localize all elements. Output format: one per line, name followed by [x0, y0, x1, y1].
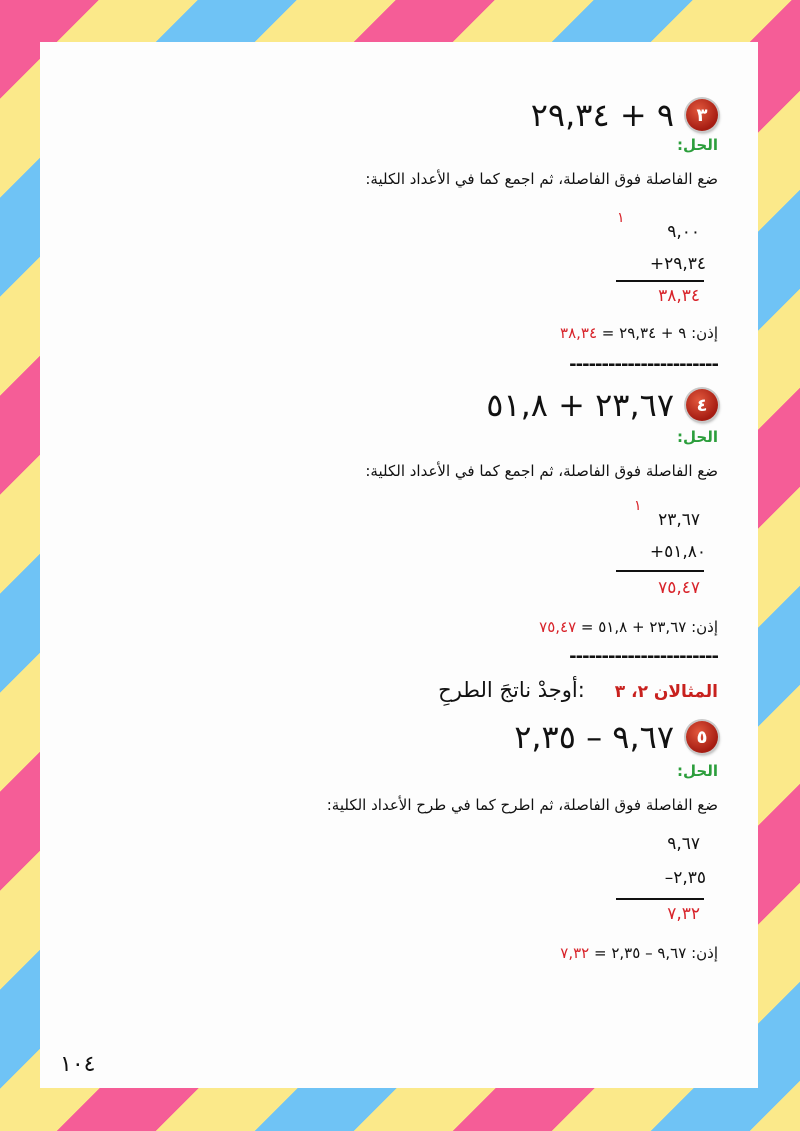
result-prefix: إذن: ٩,٦٧ – ٢,٣٥ =	[589, 944, 718, 962]
example-heading	[438, 678, 718, 702]
problem-3-heading	[531, 96, 718, 134]
result-statement	[560, 324, 718, 342]
problem-5-heading	[514, 718, 718, 756]
result-value: ٧٥,٤٧	[539, 618, 577, 636]
addend-row-2: +٥١,٨٠	[649, 542, 706, 562]
subtrahend-row: –٢,٣٥	[664, 868, 706, 888]
problem-expression: ٩,٦٧ – ٢,٣٥	[514, 718, 674, 756]
example-label: المثالان ٢، ٣	[614, 682, 718, 702]
sum-result: ٣٨,٣٤	[658, 286, 700, 306]
solution-label: الحل:	[677, 428, 718, 446]
minuend-row: ٩,٦٧	[667, 834, 700, 854]
instruction-text: ضع الفاصلة فوق الفاصلة، ثم اجمع كما في الأعداد الكلية:	[365, 170, 718, 188]
sum-line	[616, 570, 704, 572]
page-number: ١٠٤	[60, 1052, 96, 1077]
page-sheet	[40, 42, 758, 1088]
instruction-text: ضع الفاصلة فوق الفاصلة، ثم اطرح كما في طرح الأعداد الكلية:	[326, 796, 718, 814]
result-value: ٣٨,٣٤	[560, 324, 598, 342]
problem-expression: ٢٣,٦٧ + ٥١,٨	[486, 386, 674, 424]
result-prefix: إذن: ٩ + ٢٩,٣٤ =	[597, 324, 718, 342]
sum-result: ٧٥,٤٧	[658, 578, 700, 598]
result-statement	[539, 618, 718, 636]
section-separator: -----------------------	[569, 354, 718, 375]
problem-4-heading	[486, 386, 718, 424]
carry-digit: ١	[617, 210, 625, 226]
sum-line	[616, 280, 704, 282]
problem-number-badge: ٥	[686, 721, 718, 753]
addend-row-1: ٢٣,٦٧	[658, 510, 700, 530]
addend-row-1: ٩,٠٠	[667, 222, 700, 242]
addend-row-2: +٢٩,٣٤	[649, 254, 706, 274]
problem-number-badge: ٣	[686, 99, 718, 131]
result-prefix: إذن: ٢٣,٦٧ + ٥١,٨ =	[576, 618, 718, 636]
carry-digit: ١	[634, 498, 642, 514]
result-value: ٧,٣٢	[560, 944, 590, 962]
problem-expression: ٩ + ٢٩,٣٤	[530, 96, 674, 134]
result-statement	[560, 944, 718, 962]
difference-line	[616, 898, 704, 900]
difference-result: ٧,٣٢	[667, 904, 700, 924]
solution-label: الحل:	[677, 136, 718, 154]
solution-label: الحل:	[677, 762, 718, 780]
instruction-text: ضع الفاصلة فوق الفاصلة، ثم اجمع كما في الأعداد الكلية:	[365, 462, 718, 480]
example-title: أوجدْ ناتجَ الطرحِ:	[438, 678, 585, 702]
section-separator: -----------------------	[569, 646, 718, 667]
problem-number-badge: ٤	[686, 389, 718, 421]
